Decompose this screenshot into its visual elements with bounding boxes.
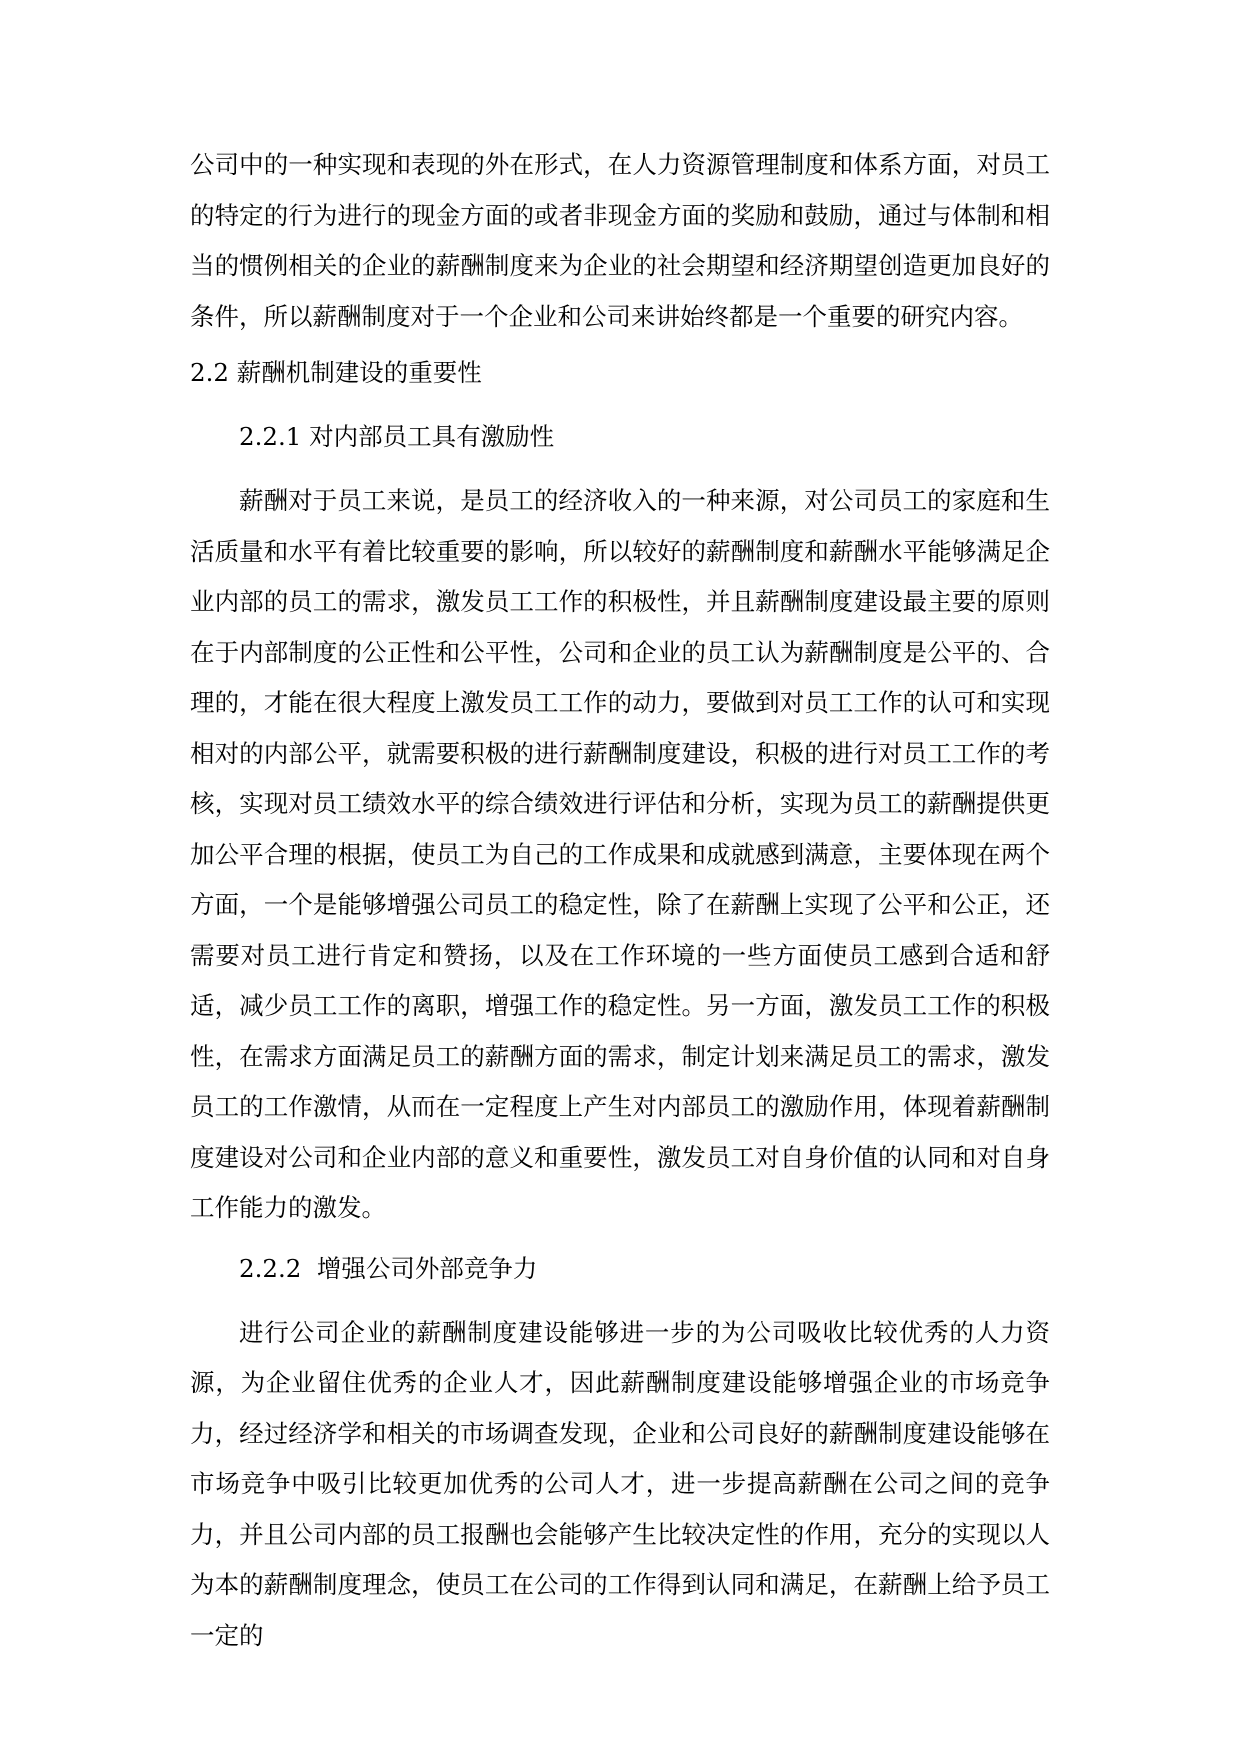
paragraph-external-competitiveness: 进行公司企业的薪酬制度建设能够进一步的为公司吸收比较优秀的人力资源，为企业留住优秀的企业人才，因此薪酬制度建设能够增强企业的市场竞争力，经过经济学和相关的市场调查发现，企业和公司良好的薪酬制度建设能够在市场竞争中吸引比较更加优秀的公司人才，进一步提高薪酬在公司之间的竞争力，并且公司内部的员工报酬也会能够产生比较决定性的作用，充分的实现以人为本的薪酬制度理念，使员工在公司的工作得到认同和满足，在薪酬上给予员工一定的 — [190, 1317, 1050, 1650]
subsection-heading-2-2-1: 2.2.1 对内部员工具有激励性 — [239, 422, 555, 451]
paragraph-continued: 公司中的一种实现和表现的外在形式，在人力资源管理制度和体系方面，对员工的特定的行为进行的现金方面的或者非现金方面的奖励和鼓励，通过与体制和相当的惯例相关的企业的薪酬制度来为企业的社会期望和经济期望创造更加良好的条件，所以薪酬制度对于一个企业和公司来讲始终都是一个重要的研究内容。 — [190, 150, 1050, 331]
spacer — [190, 1234, 1050, 1244]
subsection-heading-2-2-2: 2.2.2 增强公司外部竞争力 — [239, 1253, 538, 1283]
paragraph-internal-incentive: 薪酬对于员工来说，是员工的经济收入的一种来源，对公司员工的家庭和生活质量和水平有着比较重要的影响，所以较好的薪酬制度和薪酬水平能够满足企业内部的员工的需求，激发员工工作的积极性，并且薪酬制度建设最主要的原则在于内部制度的公正性和公平性，公司和企业的员工认为薪酬制度是公平的、合理的，才能在很大程度上激发员工工作的动力，要做到对员工工作的认可和实现相对的内部公平，就需要积极的进行薪酬制度建设，积极的进行对员工工作的考核，实现对员工绩效水平的综合绩效进行评估和分析，实现为员工的薪酬提供更加公平合理的根据，使员工为自己的工作成果和成就感到满意，主要体现在两个方面，一个是能够增强公司员工的稳定性，除了在薪酬上实现了公平和公正，还需要对员工进行肯定和赞扬，以及在工作环境的一些方面使员工感到合适和舒适，减少员工工作的离职，增强工作的稳定性。另一方面，激发员工工作的积极性，在需求方面满足员工的薪酬方面的需求，制定计划来满足员工的需求，激发员工的工作激情，从而在一定程度上产生对内部员工的激励作用，体现着薪酬制度建设对公司和企业内部的意义和重要性，激发员工对自身价值的认同和对自身工作能力的激发。 — [190, 486, 1050, 1222]
section-heading-2-2: 2.2 薪酬机制建设的重要性 — [190, 358, 482, 387]
document-body — [190, 140, 1050, 1661]
